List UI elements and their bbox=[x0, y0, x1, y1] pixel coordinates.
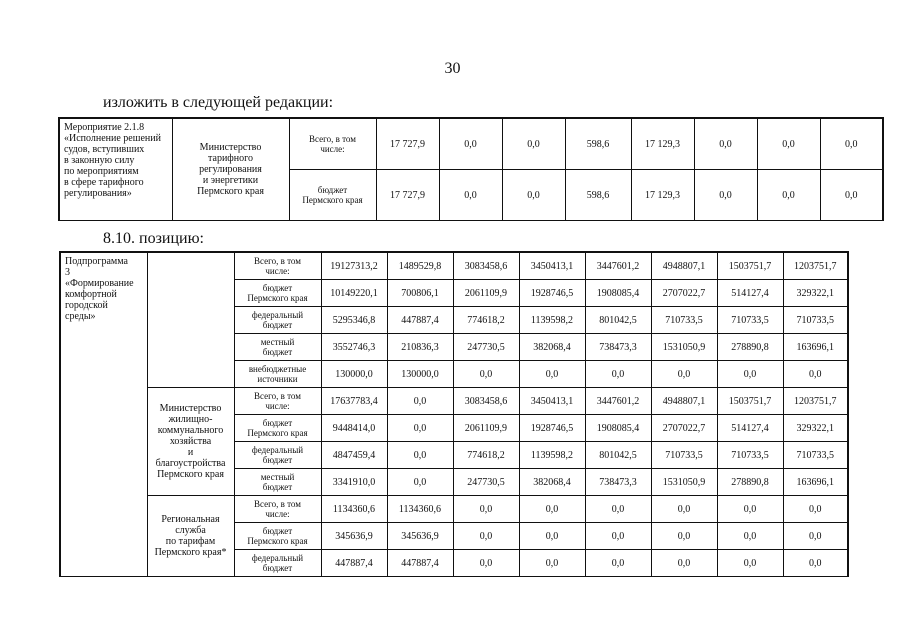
subprogram-table bbox=[59, 251, 849, 577]
value-cell: 1139598,2 bbox=[519, 442, 585, 469]
value-cell: 0,0 bbox=[519, 523, 585, 550]
value-cell: 0,0 bbox=[453, 550, 519, 577]
responsible-org-cell: Министерство тарифного регулирования и энергетики Пермского края bbox=[172, 118, 289, 221]
value-cell: 0,0 bbox=[820, 170, 883, 221]
value-cell: 710733,5 bbox=[783, 442, 848, 469]
value-cell: 0,0 bbox=[651, 496, 717, 523]
value-cell: 2061109,9 bbox=[453, 415, 519, 442]
value-cell: 1134360,6 bbox=[321, 496, 387, 523]
value-cell: 130000,0 bbox=[387, 361, 453, 388]
value-cell: 0,0 bbox=[717, 523, 783, 550]
value-cell: 598,6 bbox=[565, 118, 631, 170]
value-cell: 447887,4 bbox=[387, 307, 453, 334]
value-cell: 598,6 bbox=[565, 170, 631, 221]
table-row bbox=[60, 388, 848, 415]
value-cell: 0,0 bbox=[439, 170, 502, 221]
value-cell: 3083458,6 bbox=[453, 252, 519, 280]
value-cell: 1908085,4 bbox=[585, 280, 651, 307]
value-cell: 0,0 bbox=[717, 550, 783, 577]
value-cell: 278890,8 bbox=[717, 469, 783, 496]
value-cell: 17 129,3 bbox=[631, 118, 694, 170]
funding-category-cell: бюджет Пермского края bbox=[234, 280, 321, 307]
value-cell: 1503751,7 bbox=[717, 388, 783, 415]
funding-category-cell: Всего, в том числе: bbox=[289, 118, 376, 170]
value-cell: 0,0 bbox=[387, 415, 453, 442]
value-cell: 2061109,9 bbox=[453, 280, 519, 307]
value-cell: 1134360,6 bbox=[387, 496, 453, 523]
value-cell: 0,0 bbox=[783, 523, 848, 550]
value-cell: 1531050,9 bbox=[651, 469, 717, 496]
value-cell: 0,0 bbox=[519, 361, 585, 388]
value-cell: 0,0 bbox=[783, 496, 848, 523]
value-cell: 382068,4 bbox=[519, 469, 585, 496]
value-cell: 10149220,1 bbox=[321, 280, 387, 307]
value-cell: 774618,2 bbox=[453, 442, 519, 469]
value-cell: 163696,1 bbox=[783, 334, 848, 361]
value-cell: 0,0 bbox=[387, 469, 453, 496]
value-cell: 0,0 bbox=[387, 388, 453, 415]
value-cell: 0,0 bbox=[453, 523, 519, 550]
value-cell: 5295346,8 bbox=[321, 307, 387, 334]
funding-category-cell: внебюджетные источники bbox=[234, 361, 321, 388]
table-row bbox=[59, 118, 883, 170]
value-cell: 4948807,1 bbox=[651, 388, 717, 415]
subprogram-name-cell: Подпрограмма 3 «Формирование комфортной городской среды» bbox=[60, 252, 147, 577]
value-cell: 247730,5 bbox=[453, 469, 519, 496]
value-cell: 738473,3 bbox=[585, 334, 651, 361]
value-cell: 710733,5 bbox=[783, 307, 848, 334]
value-cell: 3083458,6 bbox=[453, 388, 519, 415]
value-cell: 801042,5 bbox=[585, 442, 651, 469]
activity-name-cell: Мероприятие 2.1.8 «Исполнение решений судов, вступивших в законную силу по мероприятиям в сфере тарифного регулирования» bbox=[59, 118, 172, 221]
value-cell: 738473,3 bbox=[585, 469, 651, 496]
value-cell: 9448414,0 bbox=[321, 415, 387, 442]
value-cell: 345636,9 bbox=[321, 523, 387, 550]
page-number: 30 bbox=[444, 60, 461, 77]
value-cell: 4847459,4 bbox=[321, 442, 387, 469]
responsible-org-cell: Региональная служба по тарифам Пермского края* bbox=[147, 496, 234, 577]
value-cell: 3447601,2 bbox=[585, 252, 651, 280]
funding-category-cell: Всего, в том числе: bbox=[234, 496, 321, 523]
value-cell: 0,0 bbox=[757, 170, 820, 221]
value-cell: 1503751,7 bbox=[717, 252, 783, 280]
activity-table bbox=[58, 117, 884, 221]
value-cell: 0,0 bbox=[717, 496, 783, 523]
value-cell: 0,0 bbox=[717, 361, 783, 388]
value-cell: 382068,4 bbox=[519, 334, 585, 361]
value-cell: 0,0 bbox=[387, 442, 453, 469]
value-cell: 1531050,9 bbox=[651, 334, 717, 361]
value-cell: 3450413,1 bbox=[519, 252, 585, 280]
value-cell: 514127,4 bbox=[717, 415, 783, 442]
value-cell: 0,0 bbox=[585, 496, 651, 523]
value-cell: 0,0 bbox=[585, 550, 651, 577]
value-cell: 0,0 bbox=[820, 118, 883, 170]
value-cell: 1139598,2 bbox=[519, 307, 585, 334]
value-cell: 2707022,7 bbox=[651, 280, 717, 307]
value-cell: 17 727,9 bbox=[376, 170, 439, 221]
value-cell: 19127313,2 bbox=[321, 252, 387, 280]
value-cell: 329322,1 bbox=[783, 280, 848, 307]
value-cell: 163696,1 bbox=[783, 469, 848, 496]
value-cell: 2707022,7 bbox=[651, 415, 717, 442]
value-cell: 1203751,7 bbox=[783, 252, 848, 280]
value-cell: 3447601,2 bbox=[585, 388, 651, 415]
value-cell: 0,0 bbox=[651, 550, 717, 577]
table-row bbox=[60, 496, 848, 523]
value-cell: 0,0 bbox=[519, 496, 585, 523]
funding-category-cell: федеральный бюджет bbox=[234, 307, 321, 334]
value-cell: 710733,5 bbox=[651, 442, 717, 469]
value-cell: 0,0 bbox=[502, 170, 565, 221]
value-cell: 710733,5 bbox=[717, 307, 783, 334]
value-cell: 345636,9 bbox=[387, 523, 453, 550]
value-cell: 3552746,3 bbox=[321, 334, 387, 361]
table-row bbox=[60, 252, 848, 280]
value-cell: 0,0 bbox=[453, 496, 519, 523]
funding-category-cell: Всего, в том числе: bbox=[234, 252, 321, 280]
value-cell: 774618,2 bbox=[453, 307, 519, 334]
value-cell: 0,0 bbox=[783, 550, 848, 577]
value-cell: 0,0 bbox=[694, 170, 757, 221]
value-cell: 4948807,1 bbox=[651, 252, 717, 280]
value-cell: 1489529,8 bbox=[387, 252, 453, 280]
value-cell: 17 727,9 bbox=[376, 118, 439, 170]
section-label: 8.10. позицию: bbox=[103, 230, 204, 247]
value-cell: 710733,5 bbox=[717, 442, 783, 469]
value-cell: 0,0 bbox=[694, 118, 757, 170]
value-cell: 130000,0 bbox=[321, 361, 387, 388]
value-cell: 0,0 bbox=[783, 361, 848, 388]
responsible-org-cell: Министерство жилищно- коммунального хозяйства и благоустройства Пермского края bbox=[147, 388, 234, 496]
value-cell: 710733,5 bbox=[651, 307, 717, 334]
value-cell: 0,0 bbox=[757, 118, 820, 170]
value-cell: 329322,1 bbox=[783, 415, 848, 442]
funding-category-cell: бюджет Пермского края bbox=[289, 170, 376, 221]
value-cell: 1928746,5 bbox=[519, 280, 585, 307]
instruction-text: изложить в следующей редакции: bbox=[103, 94, 334, 111]
value-cell: 0,0 bbox=[502, 118, 565, 170]
funding-category-cell: бюджет Пермского края bbox=[234, 415, 321, 442]
value-cell: 0,0 bbox=[519, 550, 585, 577]
value-cell: 210836,3 bbox=[387, 334, 453, 361]
value-cell: 514127,4 bbox=[717, 280, 783, 307]
value-cell: 17 129,3 bbox=[631, 170, 694, 221]
value-cell: 0,0 bbox=[585, 523, 651, 550]
value-cell: 447887,4 bbox=[387, 550, 453, 577]
funding-category-cell: Всего, в том числе: bbox=[234, 388, 321, 415]
funding-category-cell: федеральный бюджет bbox=[234, 550, 321, 577]
value-cell: 1908085,4 bbox=[585, 415, 651, 442]
value-cell: 3341910,0 bbox=[321, 469, 387, 496]
value-cell: 801042,5 bbox=[585, 307, 651, 334]
value-cell: 0,0 bbox=[651, 361, 717, 388]
value-cell: 278890,8 bbox=[717, 334, 783, 361]
funding-category-cell: местный бюджет bbox=[234, 469, 321, 496]
funding-category-cell: местный бюджет bbox=[234, 334, 321, 361]
value-cell: 1203751,7 bbox=[783, 388, 848, 415]
responsible-org-cell bbox=[147, 252, 234, 388]
value-cell: 247730,5 bbox=[453, 334, 519, 361]
value-cell: 700806,1 bbox=[387, 280, 453, 307]
funding-category-cell: бюджет Пермского края bbox=[234, 523, 321, 550]
value-cell: 0,0 bbox=[453, 361, 519, 388]
value-cell: 3450413,1 bbox=[519, 388, 585, 415]
value-cell: 447887,4 bbox=[321, 550, 387, 577]
funding-category-cell: федеральный бюджет bbox=[234, 442, 321, 469]
value-cell: 0,0 bbox=[651, 523, 717, 550]
value-cell: 17637783,4 bbox=[321, 388, 387, 415]
value-cell: 0,0 bbox=[439, 118, 502, 170]
value-cell: 1928746,5 bbox=[519, 415, 585, 442]
value-cell: 0,0 bbox=[585, 361, 651, 388]
